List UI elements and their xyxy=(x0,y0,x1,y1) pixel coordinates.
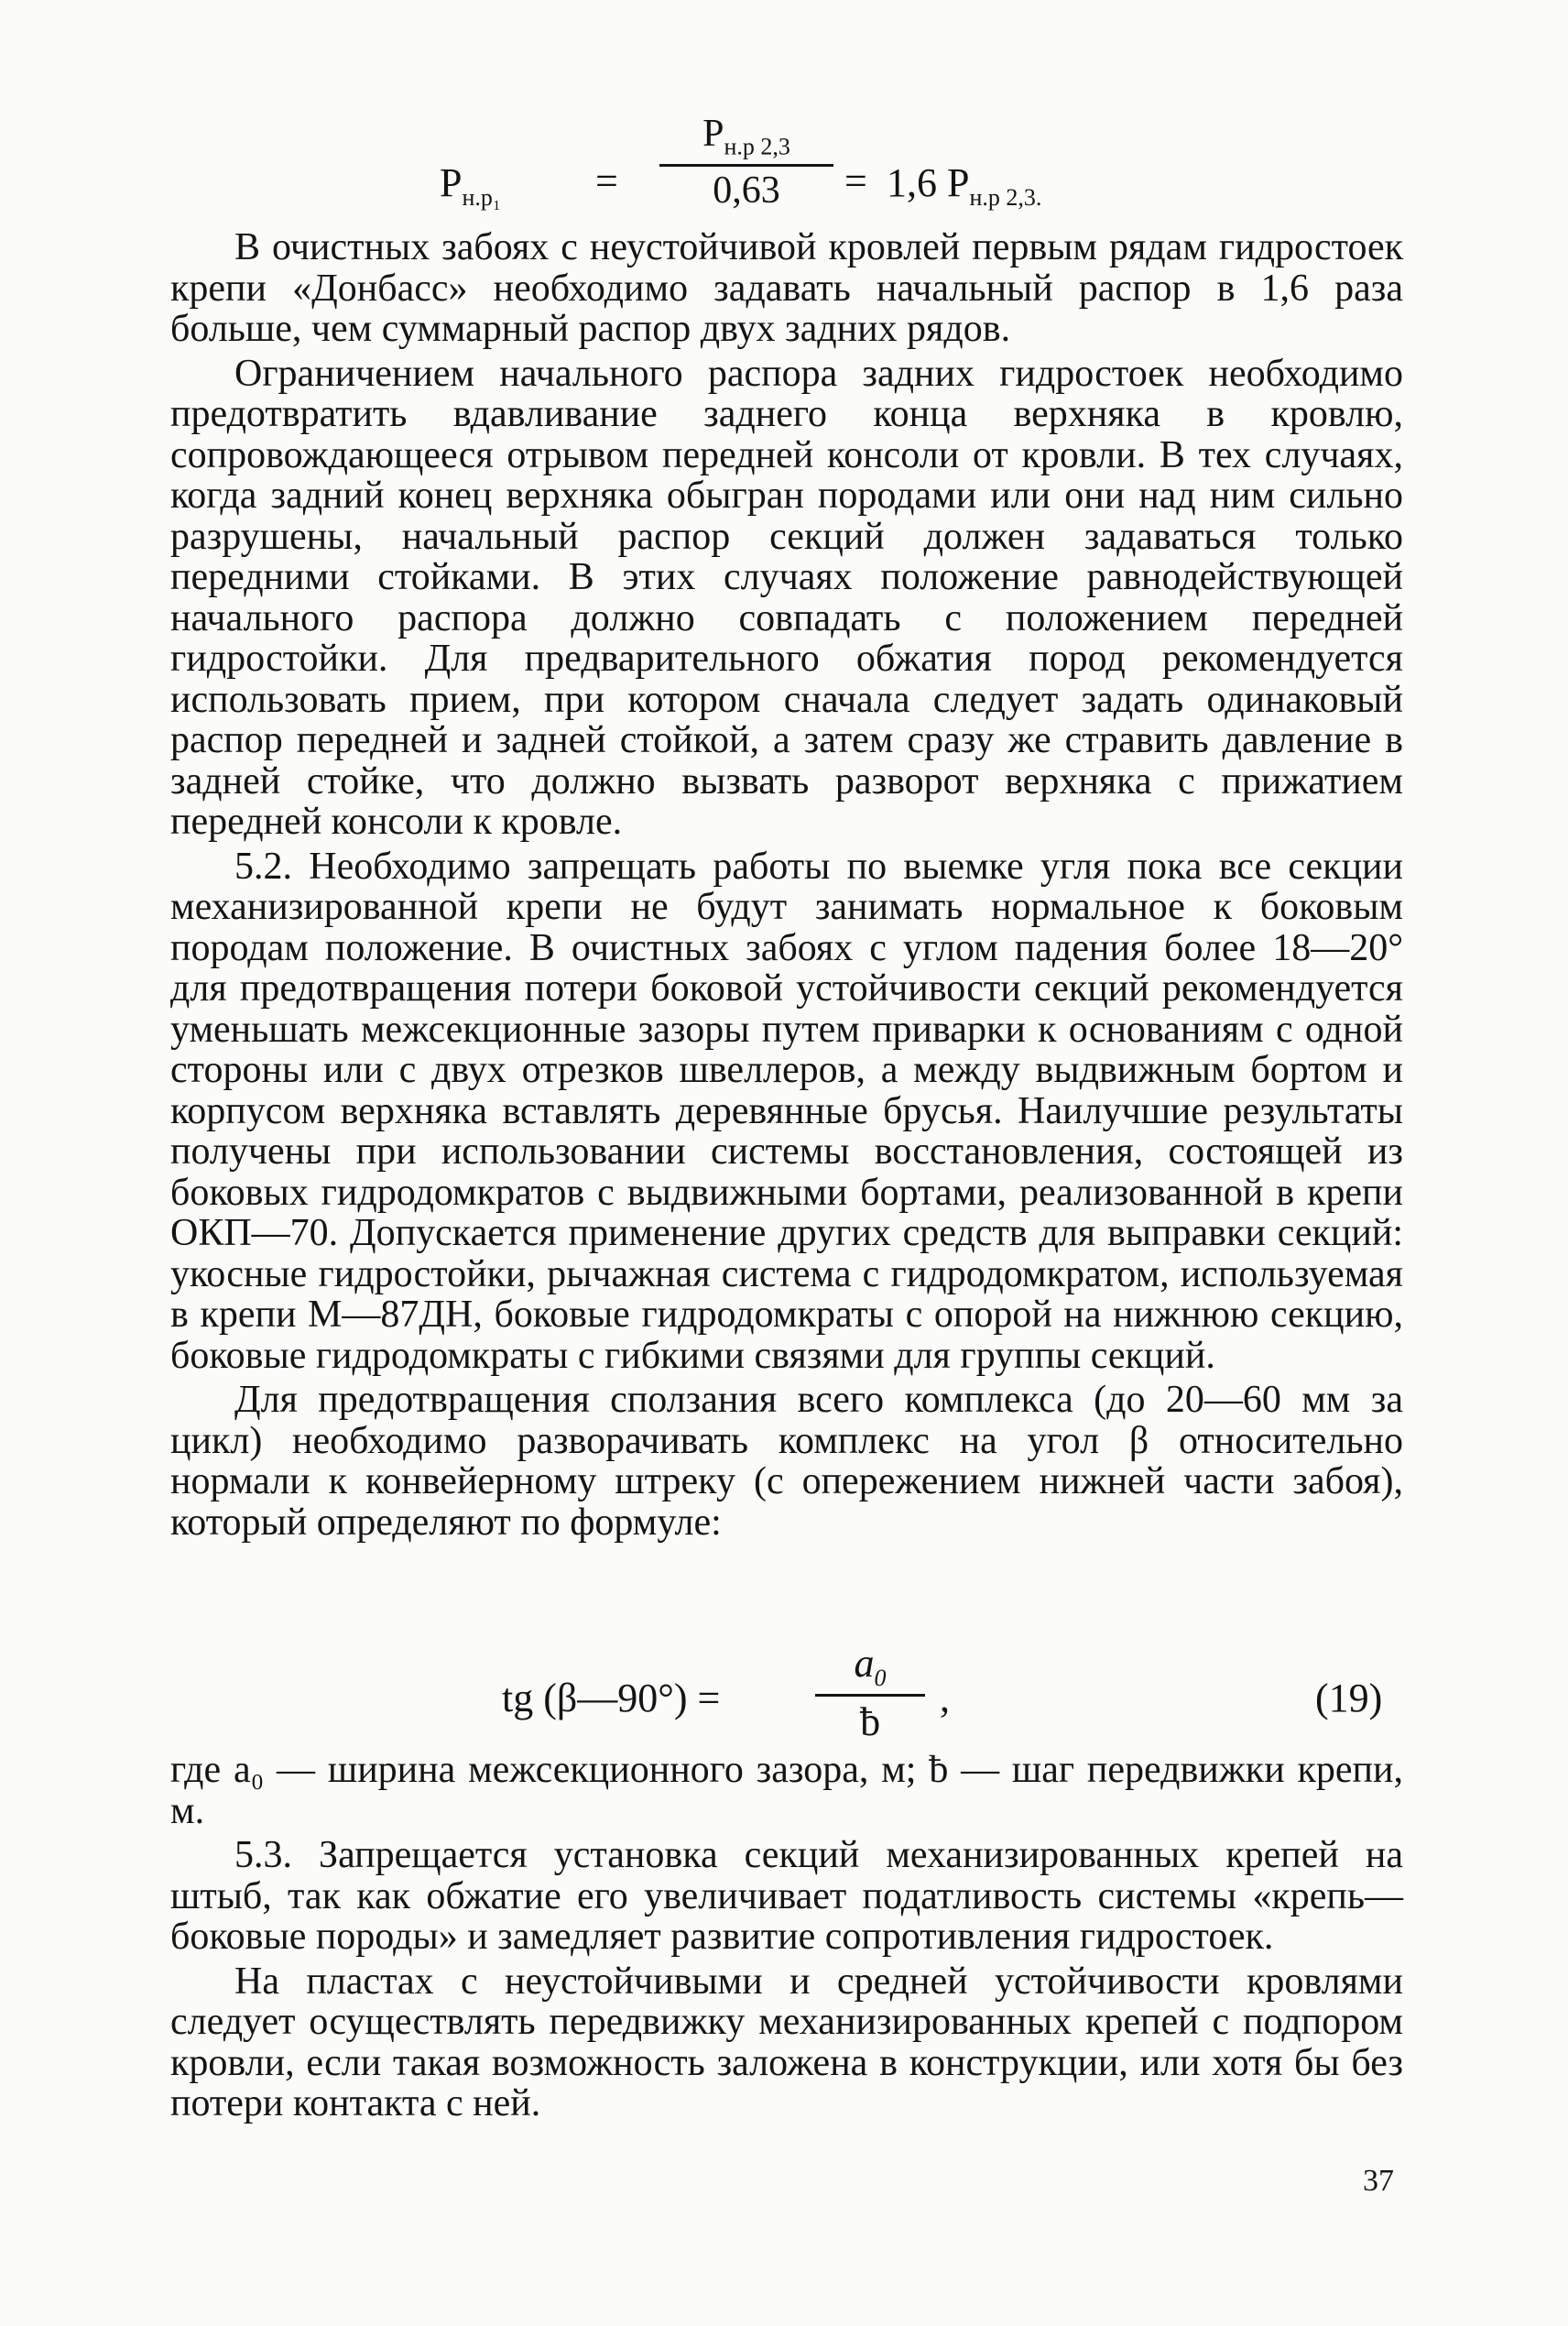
paragraph-section-5-3: 5.3. Запрещается установка секций механизированных крепей на штыб, так как обжатие его увеличивает податливость системы «крепь—боковые породы» и замедляет развитие сопротивления гидростоек. xyxy=(170,1834,1403,1958)
body-text-bottom xyxy=(170,1750,1403,2128)
equation-number: (19) xyxy=(1315,1676,1383,1720)
paragraph-section-5-2: 5.2. Необходимо запрещать работы по выемке угля пока все секции механизированной крепи не будут занимать нормальное к боковым породам положение. В очистных забоях с углом падения более 18—20° для предотвращения потери боковой устойчивости секций рекомендуется уменьшать межсекционные зазоры путем приварки к основаниям с одной стороны или с двух отрезков швеллеров, а между выдвижным бортом и корпусом верхняка вставлять деревянные брусья. Наилучшие результаты получены при использовании системы восстановления, состоящей из боковых гидродомкратов с выдвижными бортами, реализованной в крепи ОКП—70. Допускается применение других средств для выправки секций: укосные гидростойки, рычажная система с гидродомкратом, используемая в крепи М—87ДН, боковые гидродомкраты с опорой на нижнюю секцию, боковые гидродомкраты с гибкими связями для группы секций. xyxy=(170,845,1403,1377)
formula1-denominator: 0,63 xyxy=(713,169,780,213)
formula1-numerator: $P_{н.р 2,3}$ xyxy=(702,113,790,160)
paragraph: Ограничением начального распора задних гидростоек необходимо предотвратить вдавливание заднего конца верхняка в кровлю, сопровождающееся отрывом передней консоли от кровли. В тех случаях, когда задний конец верхняка обыгран породами или они над ним сильно разрушены, начальный распор секций должен задаваться только передними стойками. В этих случаях положение равнодействующей начального распора должно совпадать с положением передней гидростойки. Для предварительного обжатия пород рекомендуется использовать прием, при котором сначала следует задать одинаковый распор передней и задней стойкой, а затем сразу же стравить давление в задней стойке, что должно вызвать разворот верхняка с прижатием передней консоли к кровле. xyxy=(170,352,1403,843)
formula19-comma: , xyxy=(940,1676,950,1720)
paragraph: Для предотвращения сползания всего комплекса (до 20—60 мм за цикл) необходимо разворачивать комплекс на угол β относительно нормали к конвейерному штреку (с опережением нижней части забоя), который определяют по формуле: xyxy=(170,1379,1403,1544)
formula19-denominator: ƀ xyxy=(860,1698,880,1744)
formula-initial-thrust xyxy=(440,112,1172,240)
formula-19 xyxy=(502,1640,1418,1750)
page-number: 37 xyxy=(1363,2164,1394,2198)
formula1-lhs: $P_{н.р_1}$ xyxy=(440,160,501,211)
paragraph: В очистных забоях с неустойчивой кровлей первым рядам гидростоек крепи «Донбасс» необходимо задавать начальный распор в 1,6 раза больше, чем суммарный распор двух задних рядов. xyxy=(170,226,1403,350)
formula19-numerator: $a_0$ xyxy=(854,1641,887,1691)
fraction-bar xyxy=(815,1694,925,1697)
formula19-fraction xyxy=(815,1640,925,1745)
body-text-top xyxy=(170,227,1403,1546)
formula1-rhs: 1,6 $P_{н.р 2,3.}$ xyxy=(887,160,1042,211)
paragraph-legend: где a₀ — ширина межсекционного зазора, м; ƀ — шаг передвижки крепи, м. xyxy=(170,1749,1403,1832)
formula1-equals: = xyxy=(595,158,618,203)
fraction-bar xyxy=(659,164,833,167)
formula1-fraction xyxy=(659,112,833,213)
formula1-equals-2: = xyxy=(844,158,867,203)
formula19-lhs: tg (β—90°) = xyxy=(502,1676,721,1720)
paragraph: На пластах с неустойчивыми и средней устойчивости кровлями следует осуществлять передвижку механизированных крепей с подпором кровли, если такая возможность заложена в конструкции, или хотя бы без потери контакта с ней. xyxy=(170,1960,1403,2124)
